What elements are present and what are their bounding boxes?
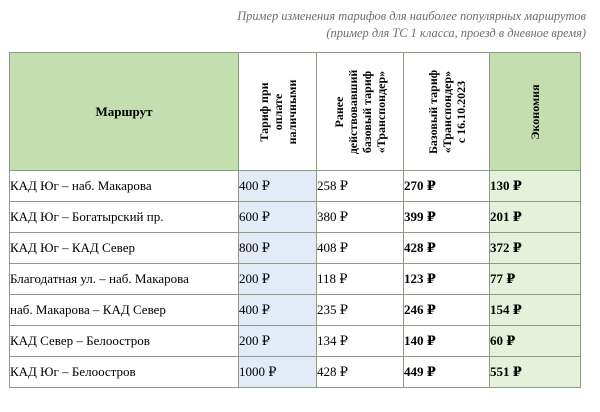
route-cell: КАД Север – Белоостров xyxy=(10,326,239,357)
header-base-fare xyxy=(404,53,490,171)
header-savings xyxy=(490,53,581,171)
caption-subtitle: (пример для ТС 1 класса, проезд в дневное время) xyxy=(326,26,586,40)
route-cell: КАД Юг – Богатырский пр. xyxy=(10,202,239,233)
header-previous-line: базовый тариф xyxy=(360,70,374,153)
header-previous-line: «Транспондер» xyxy=(374,70,388,153)
cash-fare-cell: 400 ₽ xyxy=(239,171,317,202)
savings-cell: 372 ₽ xyxy=(490,233,581,264)
route-cell: Благодатная ул. – наб. Макарова xyxy=(10,264,239,295)
table-row xyxy=(10,233,581,264)
previous-fare-cell: 134 ₽ xyxy=(317,326,404,357)
table-row xyxy=(10,357,581,388)
cash-fare-cell: 600 ₽ xyxy=(239,202,317,233)
table-row xyxy=(10,326,581,357)
table-row xyxy=(10,295,581,326)
previous-fare-cell: 258 ₽ xyxy=(317,171,404,202)
header-savings-line: Экономия xyxy=(528,83,542,140)
cash-fare-cell: 200 ₽ xyxy=(239,264,317,295)
savings-cell: 551 ₽ xyxy=(490,357,581,388)
header-previous-line: действовавший xyxy=(346,69,360,154)
previous-fare-cell: 428 ₽ xyxy=(317,357,404,388)
table-row xyxy=(10,202,581,233)
header-cash-line: Тариф при xyxy=(256,81,271,142)
savings-cell: 77 ₽ xyxy=(490,264,581,295)
cash-fare-cell: 800 ₽ xyxy=(239,233,317,264)
route-cell: наб. Макарова – КАД Север xyxy=(10,295,239,326)
table-row xyxy=(10,171,581,202)
header-previous-line: Ранее xyxy=(332,96,346,127)
header-cash-line: наличными xyxy=(284,79,299,144)
base-fare-cell: 428 ₽ xyxy=(404,233,490,264)
cash-fare-cell: 1000 ₽ xyxy=(239,357,317,388)
table-row xyxy=(10,264,581,295)
base-fare-cell: 123 ₽ xyxy=(404,264,490,295)
header-route: Маршрут xyxy=(10,53,239,171)
header-base-line: Базовый тариф xyxy=(425,69,440,154)
previous-fare-cell: 118 ₽ xyxy=(317,264,404,295)
savings-cell: 130 ₽ xyxy=(490,171,581,202)
table-header-row xyxy=(10,53,581,171)
route-cell: КАД Юг – КАД Север xyxy=(10,233,239,264)
header-previous-fare xyxy=(317,53,404,171)
header-base-line: с 16.10.2023 xyxy=(453,80,468,143)
base-fare-cell: 399 ₽ xyxy=(404,202,490,233)
previous-fare-cell: 380 ₽ xyxy=(317,202,404,233)
savings-cell: 201 ₽ xyxy=(490,202,581,233)
base-fare-cell: 246 ₽ xyxy=(404,295,490,326)
previous-fare-cell: 408 ₽ xyxy=(317,233,404,264)
header-cash-fare xyxy=(239,53,317,171)
base-fare-cell: 140 ₽ xyxy=(404,326,490,357)
route-cell: КАД Юг – Белоостров xyxy=(10,357,239,388)
savings-cell: 154 ₽ xyxy=(490,295,581,326)
base-fare-cell: 270 ₽ xyxy=(404,171,490,202)
header-cash-line: оплате xyxy=(270,93,285,130)
header-base-line: «Транспондер» xyxy=(439,70,454,153)
caption-title: Пример изменения тарифов для наиболее популярных маршрутов xyxy=(237,9,586,23)
cash-fare-cell: 200 ₽ xyxy=(239,326,317,357)
previous-fare-cell: 235 ₽ xyxy=(317,295,404,326)
route-cell: КАД Юг – наб. Макарова xyxy=(10,171,239,202)
base-fare-cell: 449 ₽ xyxy=(404,357,490,388)
savings-cell: 60 ₽ xyxy=(490,326,581,357)
cash-fare-cell: 400 ₽ xyxy=(239,295,317,326)
tariff-table xyxy=(9,52,581,388)
table-caption xyxy=(146,8,586,42)
